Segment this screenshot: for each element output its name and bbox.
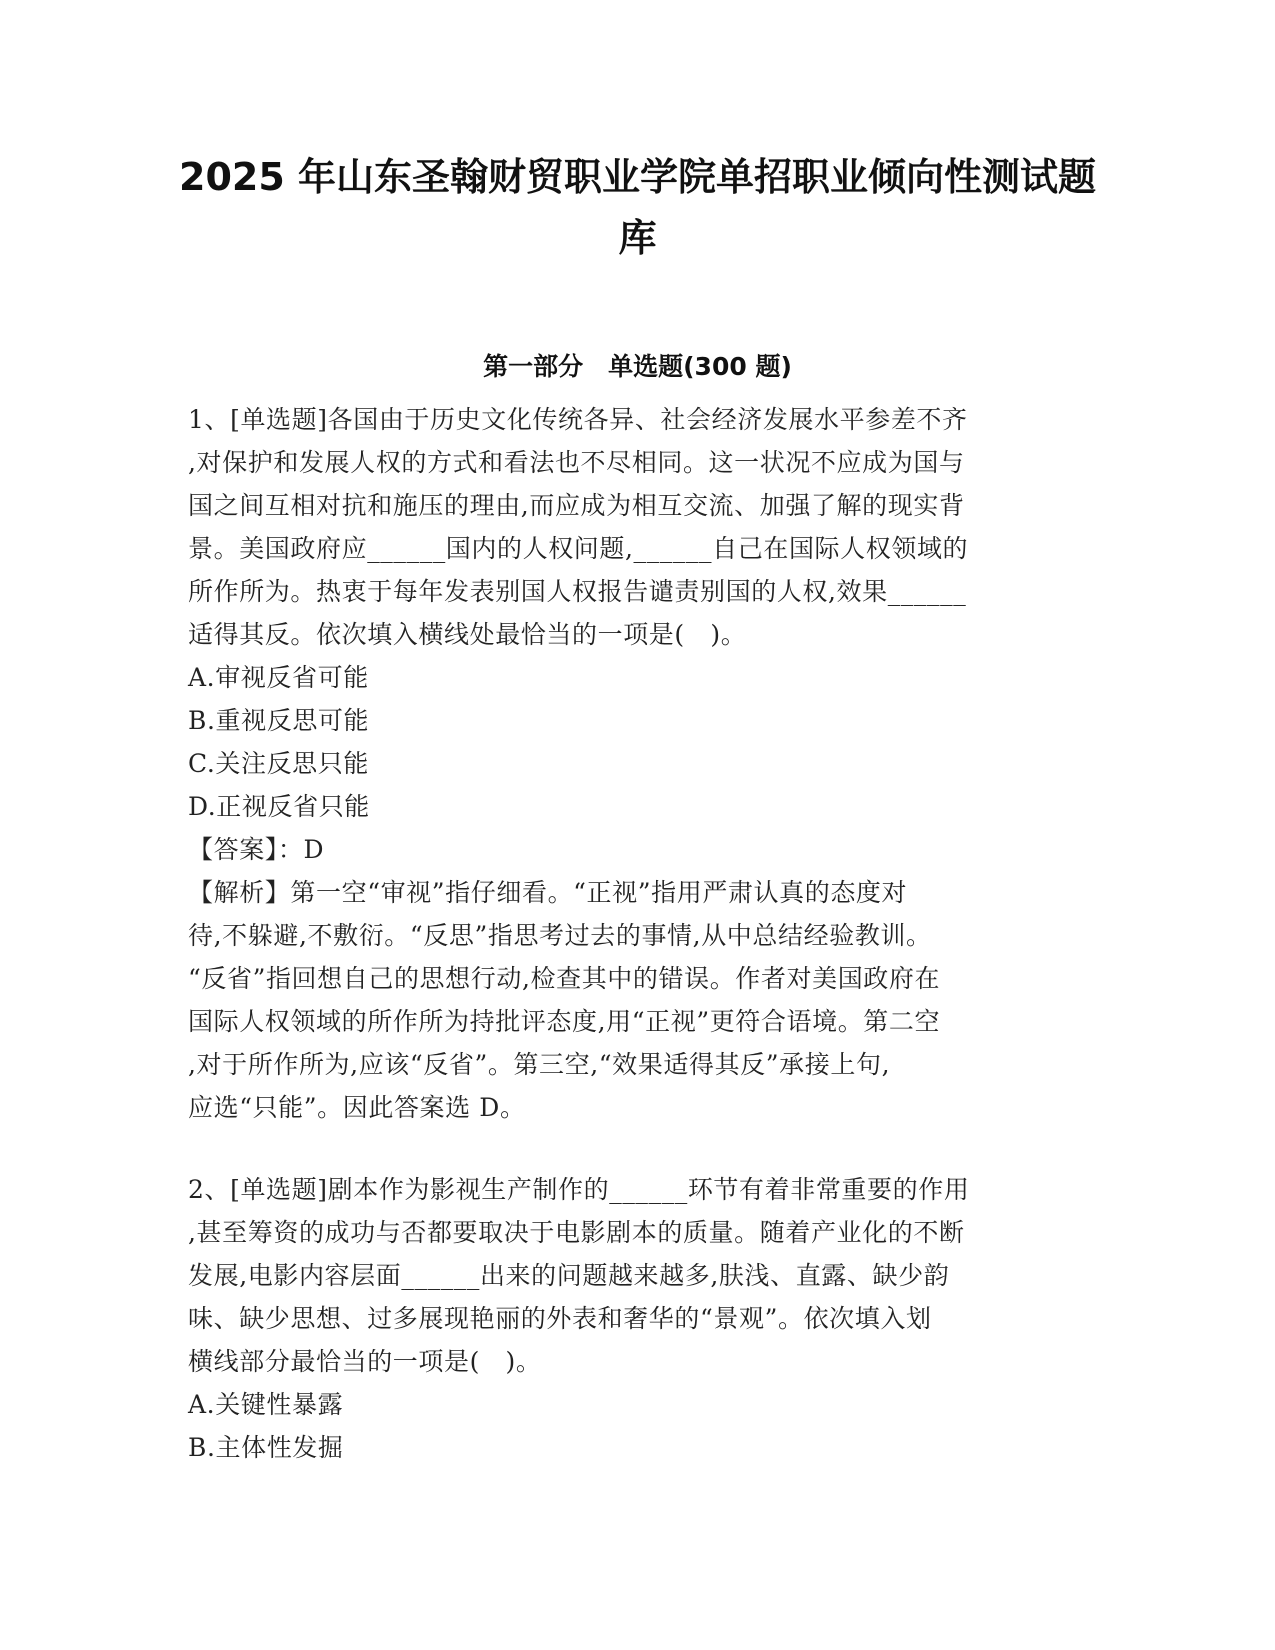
title-line-1: 2025 年山东圣翰财贸职业学院单招职业倾向性测试题 — [179, 155, 1096, 199]
analysis-line: 应选“只能”。因此答案选 D。 — [188, 1093, 526, 1122]
title-line-2: 库 — [618, 216, 657, 260]
question-1-answer: 【答案】：D — [188, 835, 325, 864]
section-heading: 第一部分 单选题(300 题) — [483, 352, 792, 381]
stem-line: 2、[单选题]剧本作为影视生产制作的______环节有着非常重要的作用 — [188, 1175, 970, 1204]
stem-line: 适得其反。依次填入横线处最恰当的一项是( )。 — [188, 620, 747, 649]
analysis-line: 国际人权领域的所作所为持批评态度,用“正视”更符合语境。第二空 — [188, 1007, 941, 1036]
stem-line: 1、[单选题]各国由于历史文化传统各异、社会经济发展水平参差不齐 — [188, 405, 968, 434]
question-1-options — [188, 656, 1088, 828]
stem-line: 横线部分最恰当的一项是( )。 — [188, 1347, 542, 1376]
document-title — [150, 147, 1125, 269]
option-b: B.主体性发掘 — [188, 1433, 344, 1462]
question-1-analysis — [188, 871, 1088, 1129]
question-1 — [188, 398, 1088, 1129]
question-1-stem — [188, 398, 1088, 656]
stem-line: 国之间互相对抗和施压的理由,而应成为相互交流、加强了解的现实背 — [188, 491, 965, 520]
stem-line: ,甚至筹资的成功与否都要取决于电影剧本的质量。随着产业化的不断 — [188, 1218, 965, 1247]
analysis-line: 待,不躲避,不敷衍。“反思”指思考过去的事情,从中总结经验教训。 — [188, 921, 932, 950]
stem-line: ,对保护和发展人权的方式和看法也不尽相同。这一状况不应成为国与 — [188, 448, 965, 477]
analysis-line: “反省”指回想自己的思想行动,检查其中的错误。作者对美国政府在 — [188, 964, 941, 993]
option-c: C.关注反思只能 — [188, 749, 369, 778]
stem-line: 味、缺少思想、过多展现艳丽的外表和奢华的“景观”。依次填入划 — [188, 1304, 932, 1333]
stem-line: 所作所为。热衷于每年发表别国人权报告谴责别国的人权,效果______ — [188, 577, 967, 606]
stem-line: 景。美国政府应______国内的人权问题,______自己在国际人权领域的 — [188, 534, 969, 563]
question-2-options — [188, 1383, 1088, 1469]
option-d: D.正视反省只能 — [188, 792, 370, 821]
analysis-line: ,对于所作所为,应该“反省”。第三空,“效果适得其反”承接上句, — [188, 1050, 891, 1079]
option-a: A.关键性暴露 — [188, 1390, 344, 1419]
stem-line: 发展,电影内容层面______出来的问题越来越多,肤浅、直露、缺少韵 — [188, 1261, 950, 1290]
option-a: A.审视反省可能 — [188, 663, 369, 692]
question-2-stem — [188, 1168, 1088, 1383]
option-b: B.重视反思可能 — [188, 706, 370, 735]
analysis-line: 【解析】第一空“审视”指仔细看。“正视”指用严肃认真的态度对 — [188, 878, 908, 907]
question-2 — [188, 1168, 1088, 1469]
